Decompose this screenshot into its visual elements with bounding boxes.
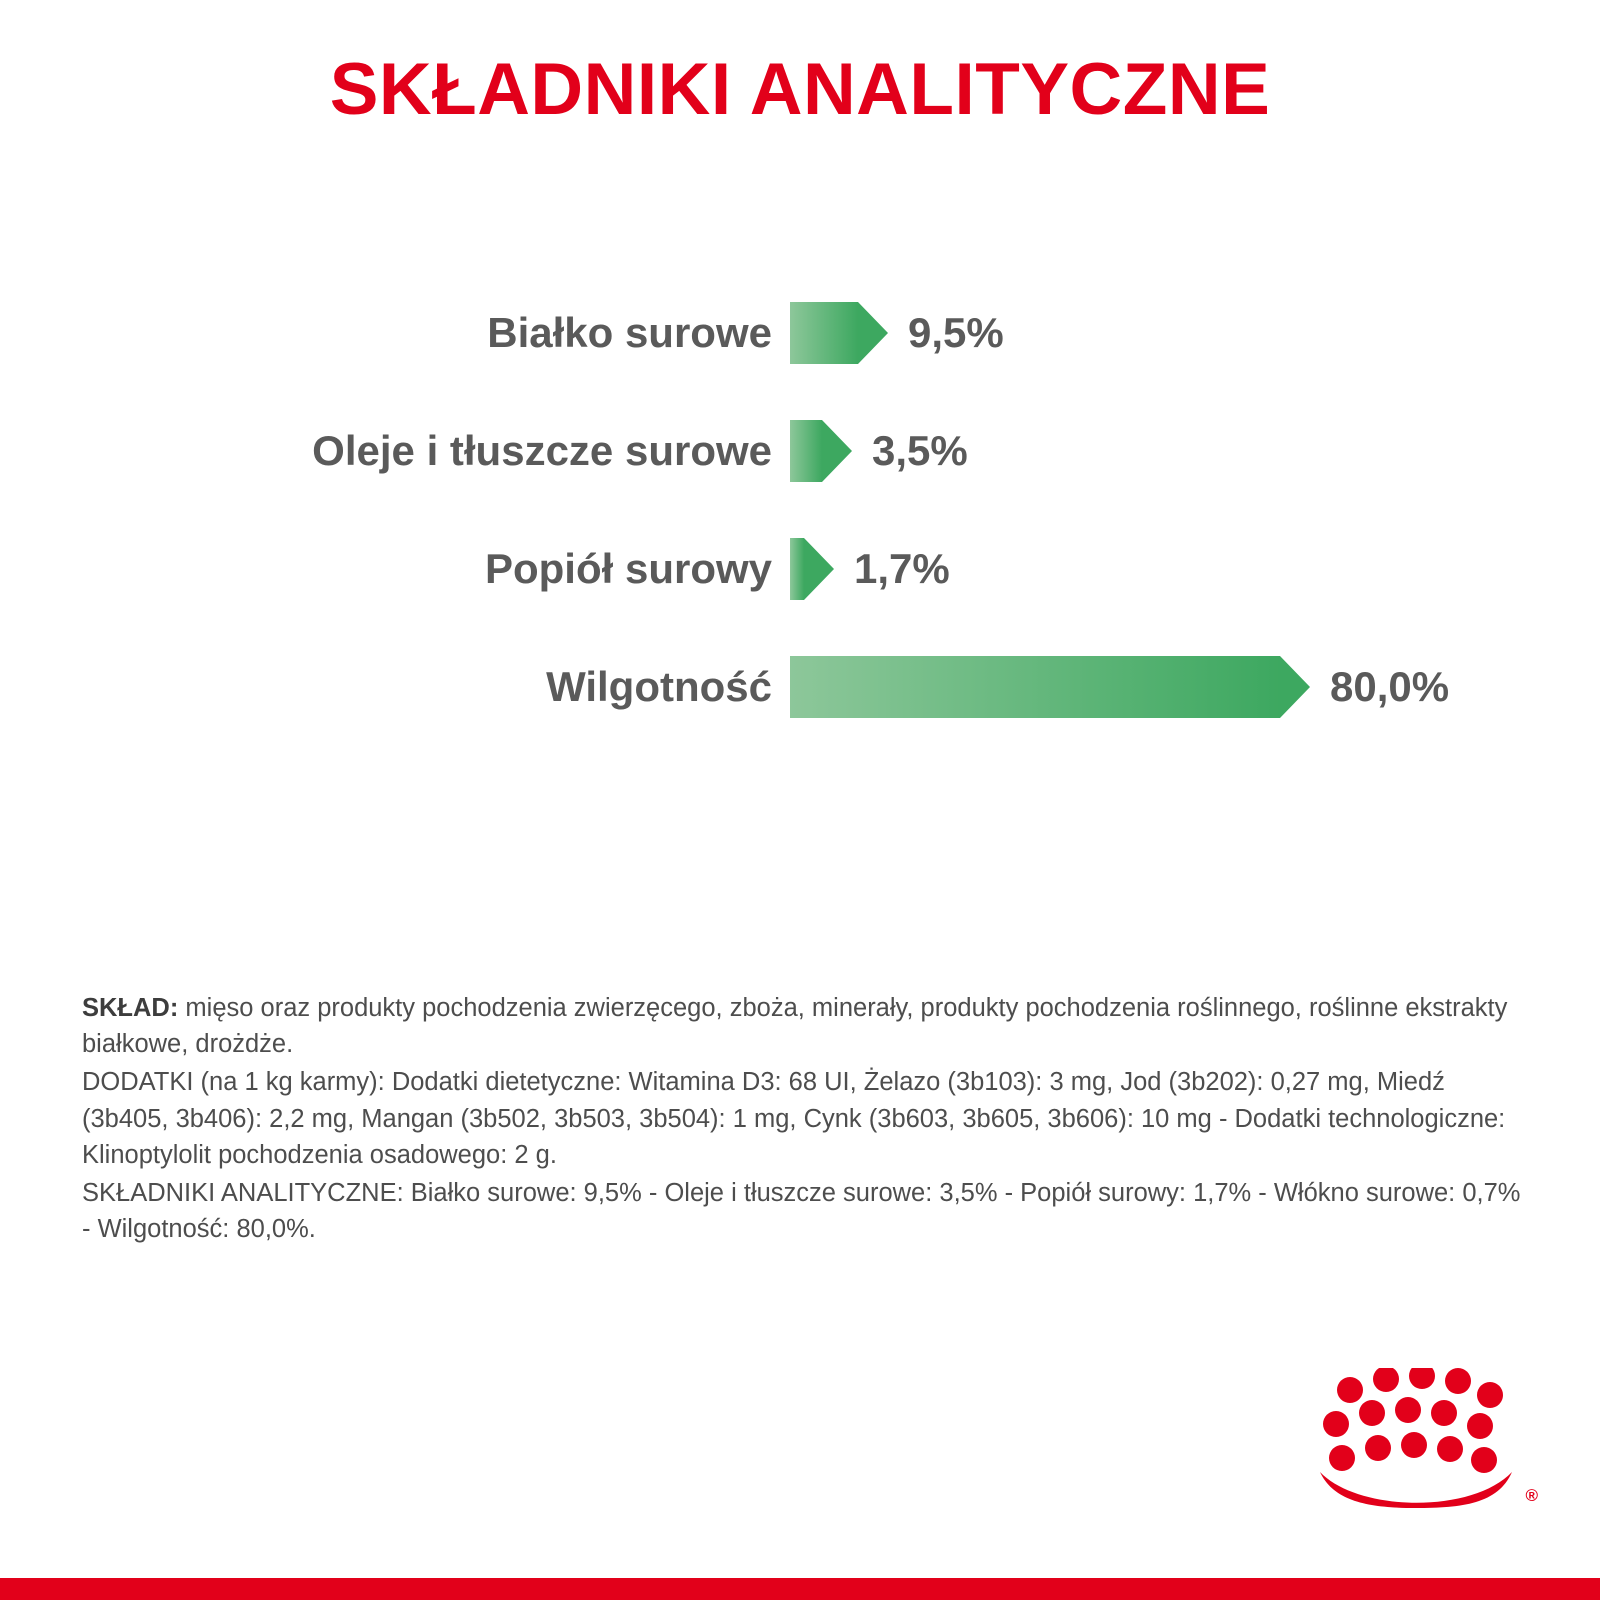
composition-block [82, 990, 1522, 1249]
bar-ash [790, 538, 804, 600]
composition-analytical: SKŁADNIKI ANALITYCZNE: Białko surowe: 9,5% - Oleje i tłuszcze surowe: 3,5% - Popiół surowy: 1,7% - Włókno surowe: 0,7% - Wilgotność: 80,0%. [82, 1179, 1521, 1244]
bar-wrap-protein [790, 302, 1004, 364]
chart-row-ash [0, 526, 1600, 612]
bottom-accent-bar [0, 1578, 1600, 1600]
composition-lead-label: SKŁAD: [82, 994, 179, 1022]
bar-arrowhead-moisture [1280, 656, 1310, 718]
bar-value-ash: 1,7% [854, 545, 950, 592]
bar-arrowhead-fat [822, 420, 852, 482]
bar-arrowhead-ash [804, 538, 834, 600]
bar-label-protein: Białko surowe [487, 309, 772, 356]
bar-fill-ash [790, 538, 804, 600]
bar-wrap-moisture [790, 656, 1449, 718]
chart-row-moisture [0, 644, 1600, 730]
bar-protein [790, 302, 858, 364]
page-title: SKŁADNIKI ANALITYCZNE [329, 49, 1271, 130]
registered-trademark-icon: ® [1525, 1486, 1538, 1505]
chart-row-fat [0, 408, 1600, 494]
bar-wrap-fat [790, 420, 968, 482]
bar-label-moisture: Wilgotność [546, 663, 772, 710]
bar-value-protein: 9,5% [908, 309, 1004, 356]
bar-fill-moisture [790, 656, 1280, 718]
composition-additives: DODATKI (na 1 kg karmy): Dodatki dietetyczne: Witamina D3: 68 UI, Żelazo (3b103): 3 mg, Jod (3b202): 0,27 mg, Miedź (3b405, 3b406): 2,2 mg, Mangan (3b502, 3b503, 3b504): 1 mg, Cynk (3b603, 3b605, 3b606): 10 mg - Dodatki technologiczne: Klinoptylolit pochodzenia osadowego: 2 g. [82, 1068, 1506, 1169]
bar-label-fat: Oleje i tłuszcze surowe [312, 427, 772, 474]
analytical-constituents-chart [0, 290, 1600, 762]
royal-canin-logo [1312, 1368, 1538, 1508]
chart-row-protein [0, 290, 1600, 376]
bar-fat [790, 420, 822, 482]
bar-fill-fat [790, 420, 822, 482]
bar-moisture [790, 656, 1280, 718]
bar-fill-protein [790, 302, 858, 364]
bar-arrowhead-protein [858, 302, 888, 364]
composition-lead [82, 990, 1522, 1062]
bar-label-ash: Popiół surowy [484, 545, 772, 592]
bar-value-fat: 3,5% [872, 427, 968, 474]
composition-lead-text: mięso oraz produkty pochodzenia zwierzęcego, zboża, minerały, produkty pochodzenia roślinnego, roślinne ekstrakty białkowe, drożdże. [82, 994, 1508, 1059]
bar-wrap-ash [790, 538, 950, 600]
bar-value-moisture: 80,0% [1330, 663, 1450, 710]
